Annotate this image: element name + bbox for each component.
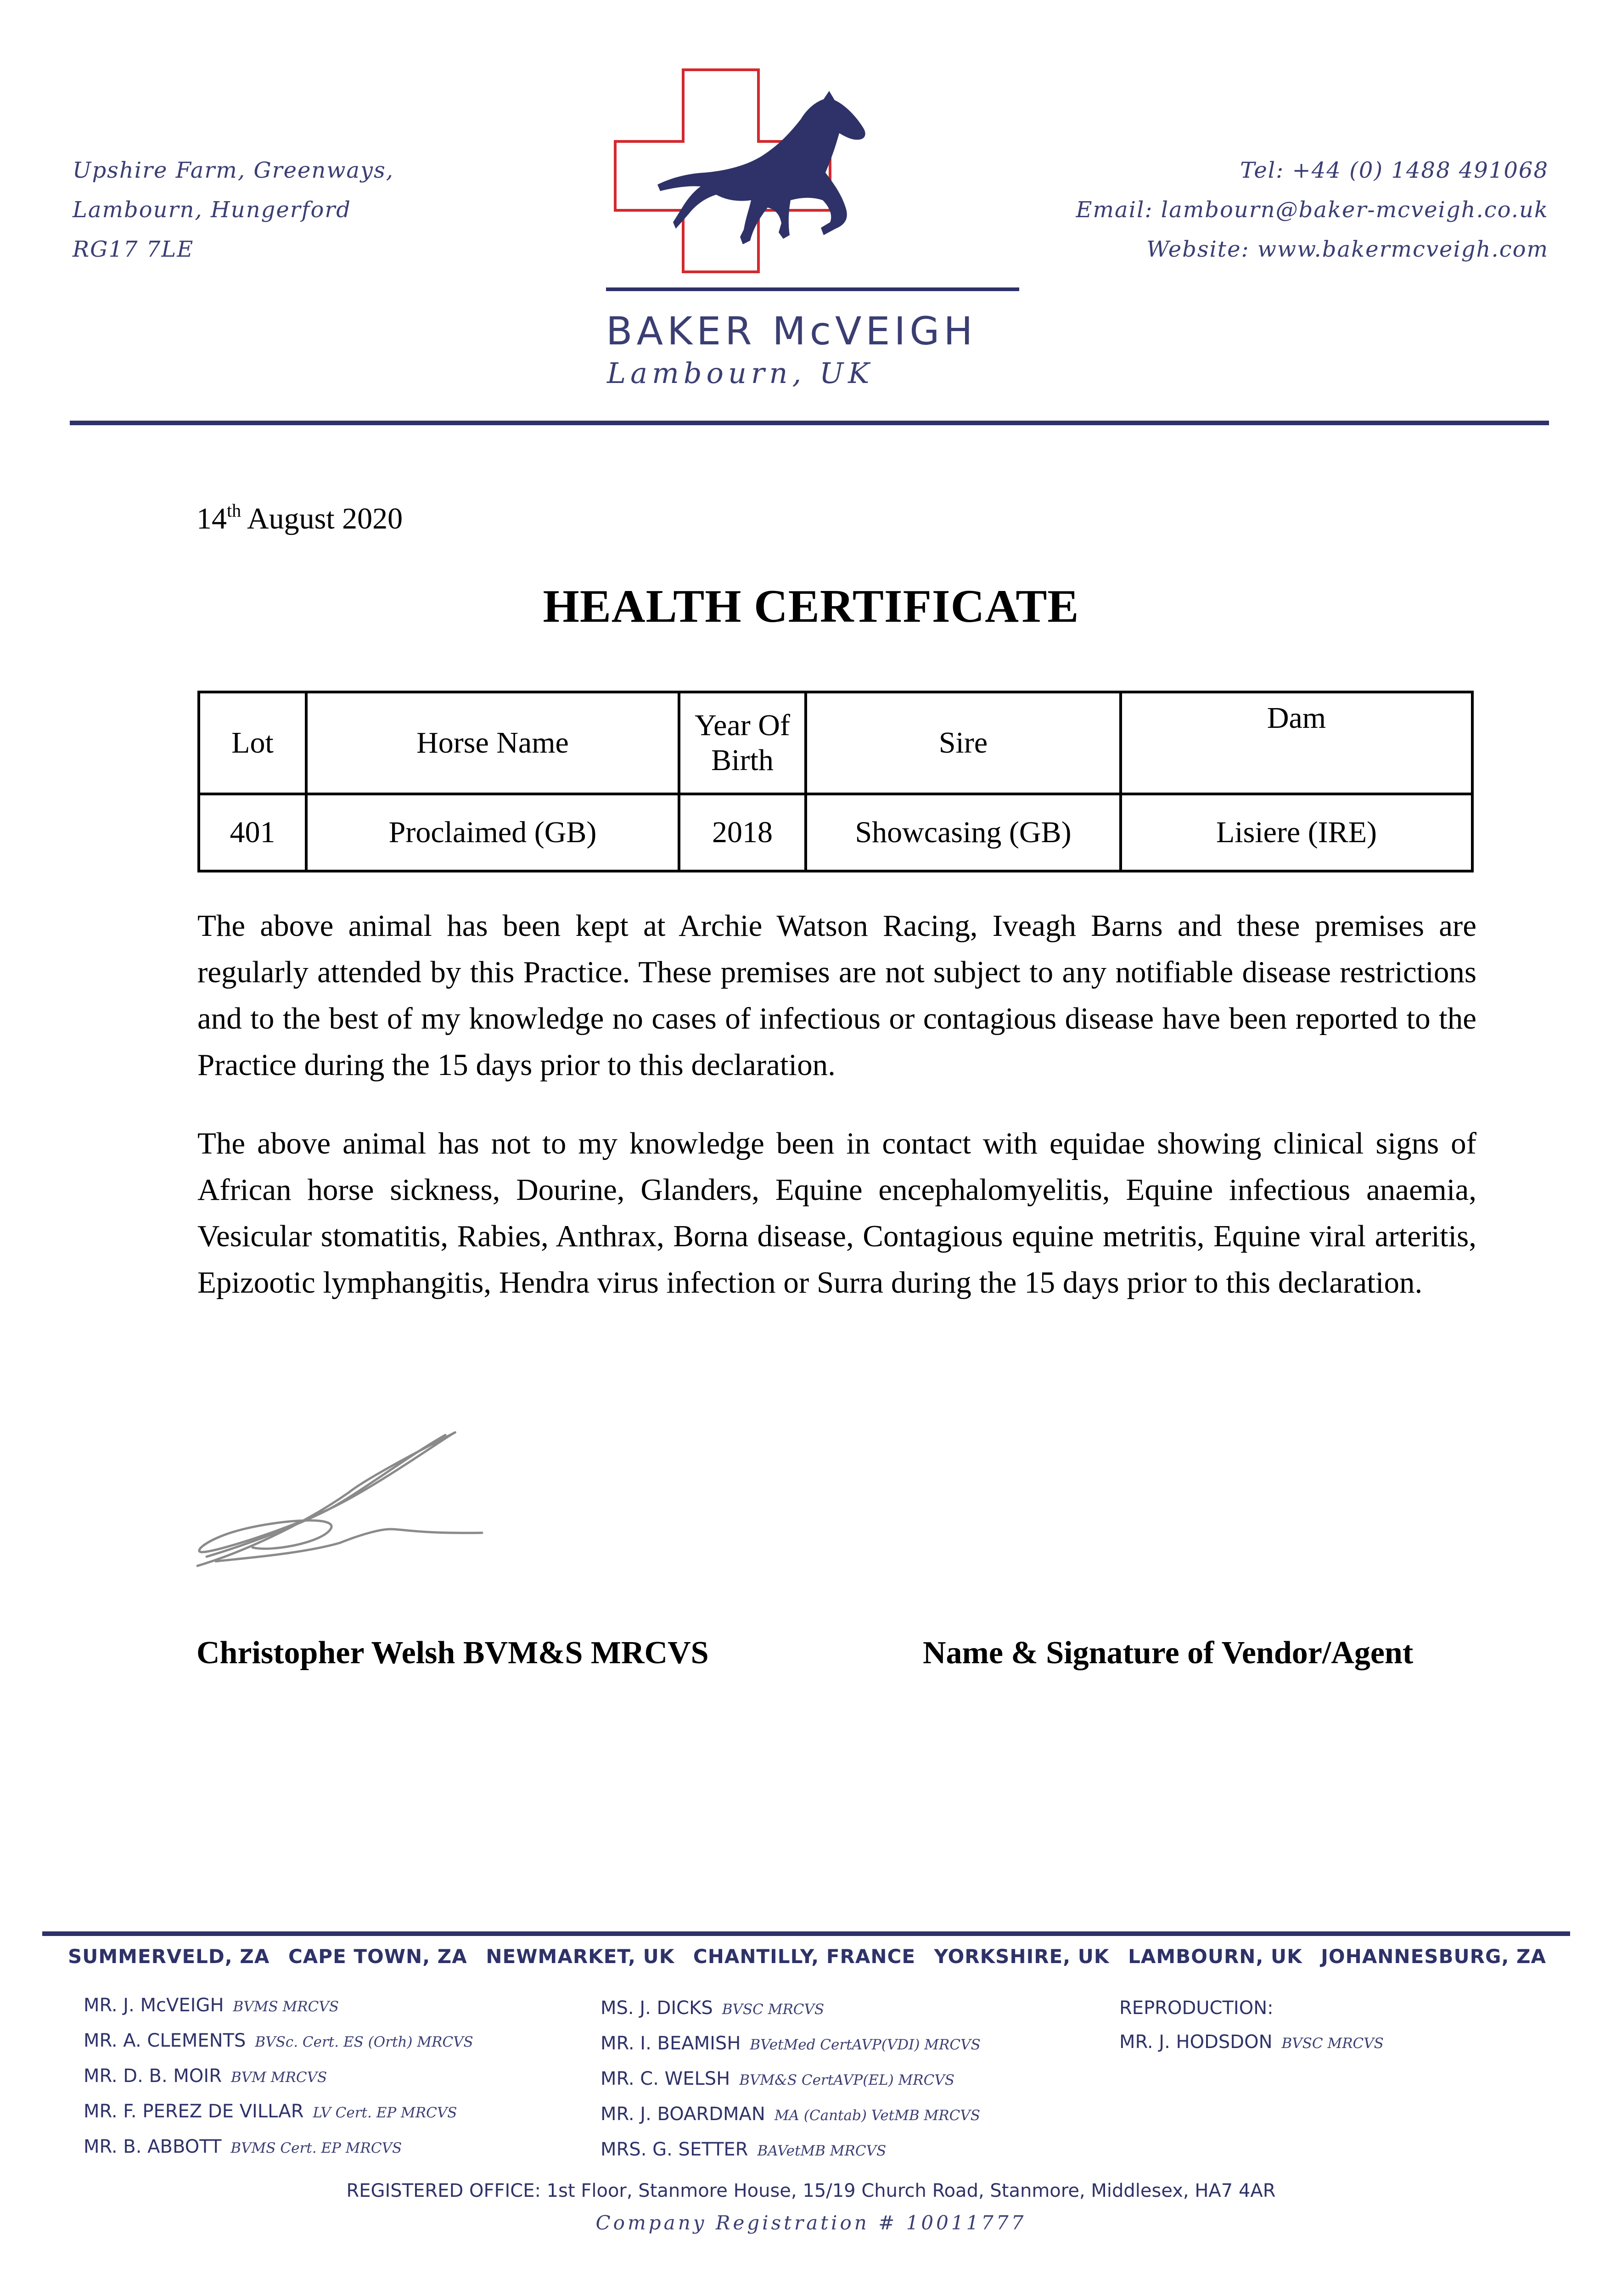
list-item — [601, 2097, 981, 2133]
staff-qualification: BVM&S CertAVP(EL) MRCVS — [739, 2072, 954, 2088]
list-item — [84, 2059, 473, 2094]
address-line-2: Lambourn, Hungerford — [73, 197, 352, 223]
address-line-3: RG17 7LE — [73, 236, 194, 262]
certificate-date — [196, 501, 403, 536]
staff-name: MR. B. ABBOTT — [84, 2136, 222, 2157]
practice-contact — [1076, 151, 1549, 269]
registered-office: REGISTERED OFFICE: 1st Floor, Stanmore House, 15/19 Church Road, Stanmore, Middlesex, HA7 4AR — [346, 2180, 1276, 2201]
table-header-row — [199, 692, 1472, 794]
staff-name: MRS. G. SETTER — [601, 2139, 748, 2160]
staff-qualification: BVSC MRCVS — [1281, 2035, 1384, 2052]
staff-qualification: BVM MRCVS — [231, 2069, 327, 2086]
vendor-signature-label: Name & Signature of Vendor/Agent — [923, 1635, 1414, 1671]
staff-name: MR. J. McVEIGH — [84, 1995, 224, 2016]
contact-phone: Tel: +44 (0) 1488 491068 — [1240, 158, 1549, 183]
header-horse-name: Horse Name — [306, 692, 679, 794]
list-item — [1119, 2025, 1384, 2060]
cell-dam: Lisiere (IRE) — [1121, 794, 1472, 871]
list-item — [601, 2133, 981, 2168]
staff-qualification: BVSC MRCVS — [722, 2001, 825, 2018]
staff-name: MR. C. WELSH — [601, 2068, 730, 2089]
vet-signatory-name: Christopher Welsh BVM&S MRCVS — [196, 1635, 709, 1671]
staff-name: MS. J. DICKS — [601, 1998, 713, 2019]
header-year-of-birth — [679, 692, 806, 794]
contact-website: Website: www.bakermcveigh.com — [1146, 236, 1549, 262]
staff-name: MR. A. CLEMENTS — [84, 2030, 246, 2051]
list-item — [84, 2130, 473, 2165]
practice-address — [73, 151, 394, 269]
staff-qualification: BVSc. Cert. ES (Orth) MRCVS — [255, 2034, 473, 2050]
galloping-horse-icon — [657, 91, 865, 244]
staff-list-3 — [1119, 1991, 1384, 2060]
cell-sire: Showcasing (GB) — [806, 794, 1121, 871]
brand-logo — [606, 64, 1019, 312]
staff-name: MR. D. B. MOIR — [84, 2065, 222, 2087]
header-lot: Lot — [199, 692, 306, 794]
cell-horse-name: Proclaimed (GB) — [306, 794, 679, 871]
staff-qualification: BVMS MRCVS — [233, 1998, 339, 2015]
address-line-1: Upshire Farm, Greenways, — [73, 158, 394, 183]
disease-contact-declaration: The above animal has not to my knowledge been in contact with equidae showing clinical signs of African horse sickness, Dourine, Glanders, Equine encephalomyelitis, Equine infectious anaemia, Vesicular stomatitis, Rabies, Anthrax, Borna disease, Contagious equine metritis, Equine viral arteritis, Epizootic lymphangitis, Hendra virus infection or Surra during the 15 days prior to this declaration. — [197, 1126, 1476, 1300]
staff-list-2 — [601, 1991, 981, 2168]
staff-qualification: BAVetMB MRCVS — [757, 2143, 887, 2159]
premises-declaration: The above animal has been kept at Archie Watson Racing, Iveagh Barns and these premises are regularly attended by this Practice. These premises are not subject to any notifiable disease restrictions and to the best of my knowledge no cases of infectious or contagious disease have been reported to the Practice during the 15 days prior to this declaration. — [197, 909, 1476, 1082]
office-item: LAMBOURN, UK — [1128, 1945, 1302, 1968]
list-item — [84, 2094, 473, 2130]
office-item: YORKSHIRE, UK — [934, 1945, 1110, 1968]
office-item: JOHANNESBURG, ZA — [1321, 1945, 1546, 1968]
staff-name: MR. I. BEAMISH — [601, 2033, 741, 2054]
footer-divider — [42, 1931, 1570, 1936]
staff-name: MR. J. BOARDMAN — [601, 2104, 765, 2125]
header-year-of-birth-line-2: Birth — [711, 743, 774, 777]
staff-name: MR. F. PEREZ DE VILLAR — [84, 2101, 304, 2122]
staff-name: MR. J. HODSDON — [1119, 2032, 1273, 2053]
cell-year-of-birth: 2018 — [679, 794, 806, 871]
office-item: CAPE TOWN, ZA — [288, 1945, 467, 1968]
table-row — [199, 794, 1472, 871]
date-month-year: August 2020 — [241, 502, 403, 535]
horse-details-table — [197, 691, 1474, 872]
list-item — [601, 1991, 981, 2026]
cell-lot: 401 — [199, 794, 306, 871]
certificate-title: HEALTH CERTIFICATE — [543, 580, 1079, 632]
list-item — [84, 1988, 473, 2024]
brand-location: Lambourn, UK — [607, 356, 874, 390]
header-dam: Dam — [1121, 692, 1472, 794]
header-year-of-birth-line-1: Year Of — [695, 709, 790, 742]
office-item: NEWMARKET, UK — [486, 1945, 675, 1968]
office-locations — [68, 1945, 1546, 1968]
header-sire: Sire — [806, 692, 1121, 794]
staff-list-1 — [84, 1988, 473, 2165]
list-item — [84, 2024, 473, 2059]
staff-qualification: LV Cert. EP MRCVS — [313, 2105, 457, 2121]
list-item — [601, 2062, 981, 2097]
office-item: SUMMERVELD, ZA — [68, 1945, 270, 1968]
date-suffix: th — [227, 500, 241, 521]
staff-qualification: MA (Cantab) VetMB MRCVS — [774, 2107, 980, 2124]
date-day: 14 — [196, 502, 227, 535]
company-registration: Company Registration # 10011777 — [595, 2212, 1027, 2234]
staff-qualification: BVMS Cert. EP MRCVS — [230, 2140, 402, 2156]
staff-qualification: BVetMed CertAVP(VDI) MRCVS — [750, 2037, 981, 2053]
header-divider — [70, 421, 1549, 425]
contact-email: Email: lambourn@baker-mcveigh.co.uk — [1076, 197, 1549, 223]
reproduction-label: REPRODUCTION: — [1119, 1998, 1274, 2019]
list-item — [601, 2026, 981, 2062]
office-item: CHANTILLY, FRANCE — [693, 1945, 916, 1968]
logo-underline — [606, 287, 1019, 291]
vet-signature — [188, 1414, 510, 1580]
brand-name: BAKER McVEIGH — [606, 309, 977, 354]
